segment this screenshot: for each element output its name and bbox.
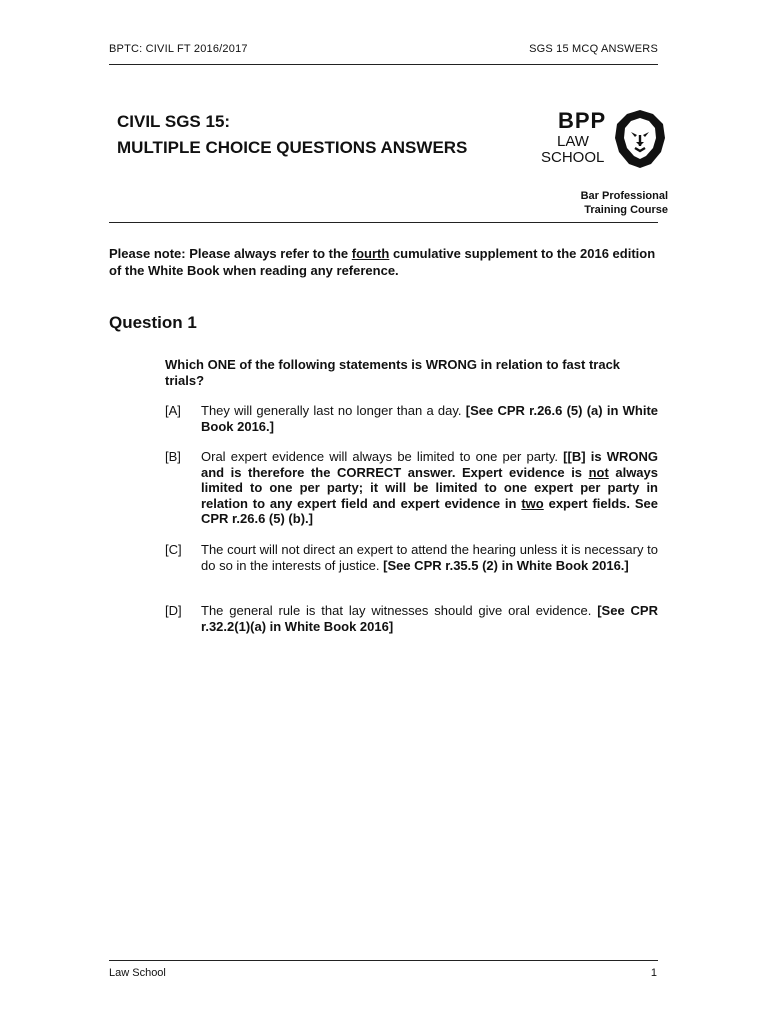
option-d-ref: [See CPR r.32.2(1)(a) in White Book 2016] (201, 603, 658, 634)
option-c-ref: [See CPR r.35.5 (2) in White Book 2016.] (383, 557, 629, 573)
note-text-2: cumulative supplement to the 2016 edition of the White Book when reading any reference. (109, 246, 656, 278)
header-rule (109, 64, 658, 65)
course-line-1: Bar Professional (580, 190, 668, 202)
option-b-ref-3: expert fields. See CPR r.26.6 (5) (b).] (201, 495, 658, 526)
page-title (117, 109, 467, 161)
course-line-2: Training Course (584, 204, 668, 216)
bpp-logo (540, 108, 670, 172)
note-underlined: fourth (351, 246, 390, 261)
option-d (201, 603, 658, 634)
logo-line-3: SCHOOL (541, 149, 605, 166)
option-d-text: The general rule is that lay witnesses should give oral evidence. (201, 603, 598, 618)
option-b-ref-1: [[B] is WRONG and is therefore the CORRECT answer. Expert evidence is (201, 449, 658, 480)
option-b-ref-underlined-1: not (588, 464, 609, 480)
footer-left: Law School (109, 967, 166, 979)
option-d-letter: [D] (165, 603, 182, 618)
title-rule (109, 222, 658, 223)
header-right: SGS 15 MCQ ANSWERS (529, 43, 658, 55)
option-b-ref-underlined-2: two (521, 495, 544, 511)
please-note (109, 245, 658, 279)
course-label (581, 189, 668, 217)
lion-head-icon (613, 108, 667, 170)
option-c-text: The court will not direct an expert to attend the hearing unless it is necessary to do so in the interests of justice. (201, 542, 658, 573)
option-b-text: Oral expert evidence will always be limited to one per party. (201, 449, 564, 464)
logo-line-2: LAW (557, 133, 589, 150)
option-a-ref: [See CPR r.26.6 (5) (a) in White Book 2016.] (201, 403, 659, 434)
footer-rule (109, 960, 658, 961)
option-a-text: They will generally last no longer than a day. (201, 403, 466, 418)
header-left: BPTC: CIVIL FT 2016/2017 (109, 43, 248, 55)
logo-brand: BPP (558, 108, 607, 133)
question-heading: Question 1 (109, 313, 197, 332)
option-a-letter: [A] (165, 403, 181, 418)
option-b-letter: [B] (165, 449, 181, 464)
option-c (201, 542, 658, 573)
title-line-1: CIVIL SGS 15: (117, 112, 231, 131)
option-b (201, 449, 658, 527)
note-text-1: Please note: Please always refer to the (109, 246, 352, 261)
question-stem: Which ONE of the following statements is WRONG in relation to fast track trials? (165, 357, 621, 388)
option-b-ref-2: always limited to one per party; it will be limited to one expert per party in relation to any expert field and expert evidence in (201, 464, 658, 511)
page-number: 1 (650, 967, 657, 979)
title-line-2: MULTIPLE CHOICE QUESTIONS ANSWERS (117, 138, 468, 157)
option-c-letter: [C] (165, 542, 182, 557)
option-a (201, 403, 658, 434)
